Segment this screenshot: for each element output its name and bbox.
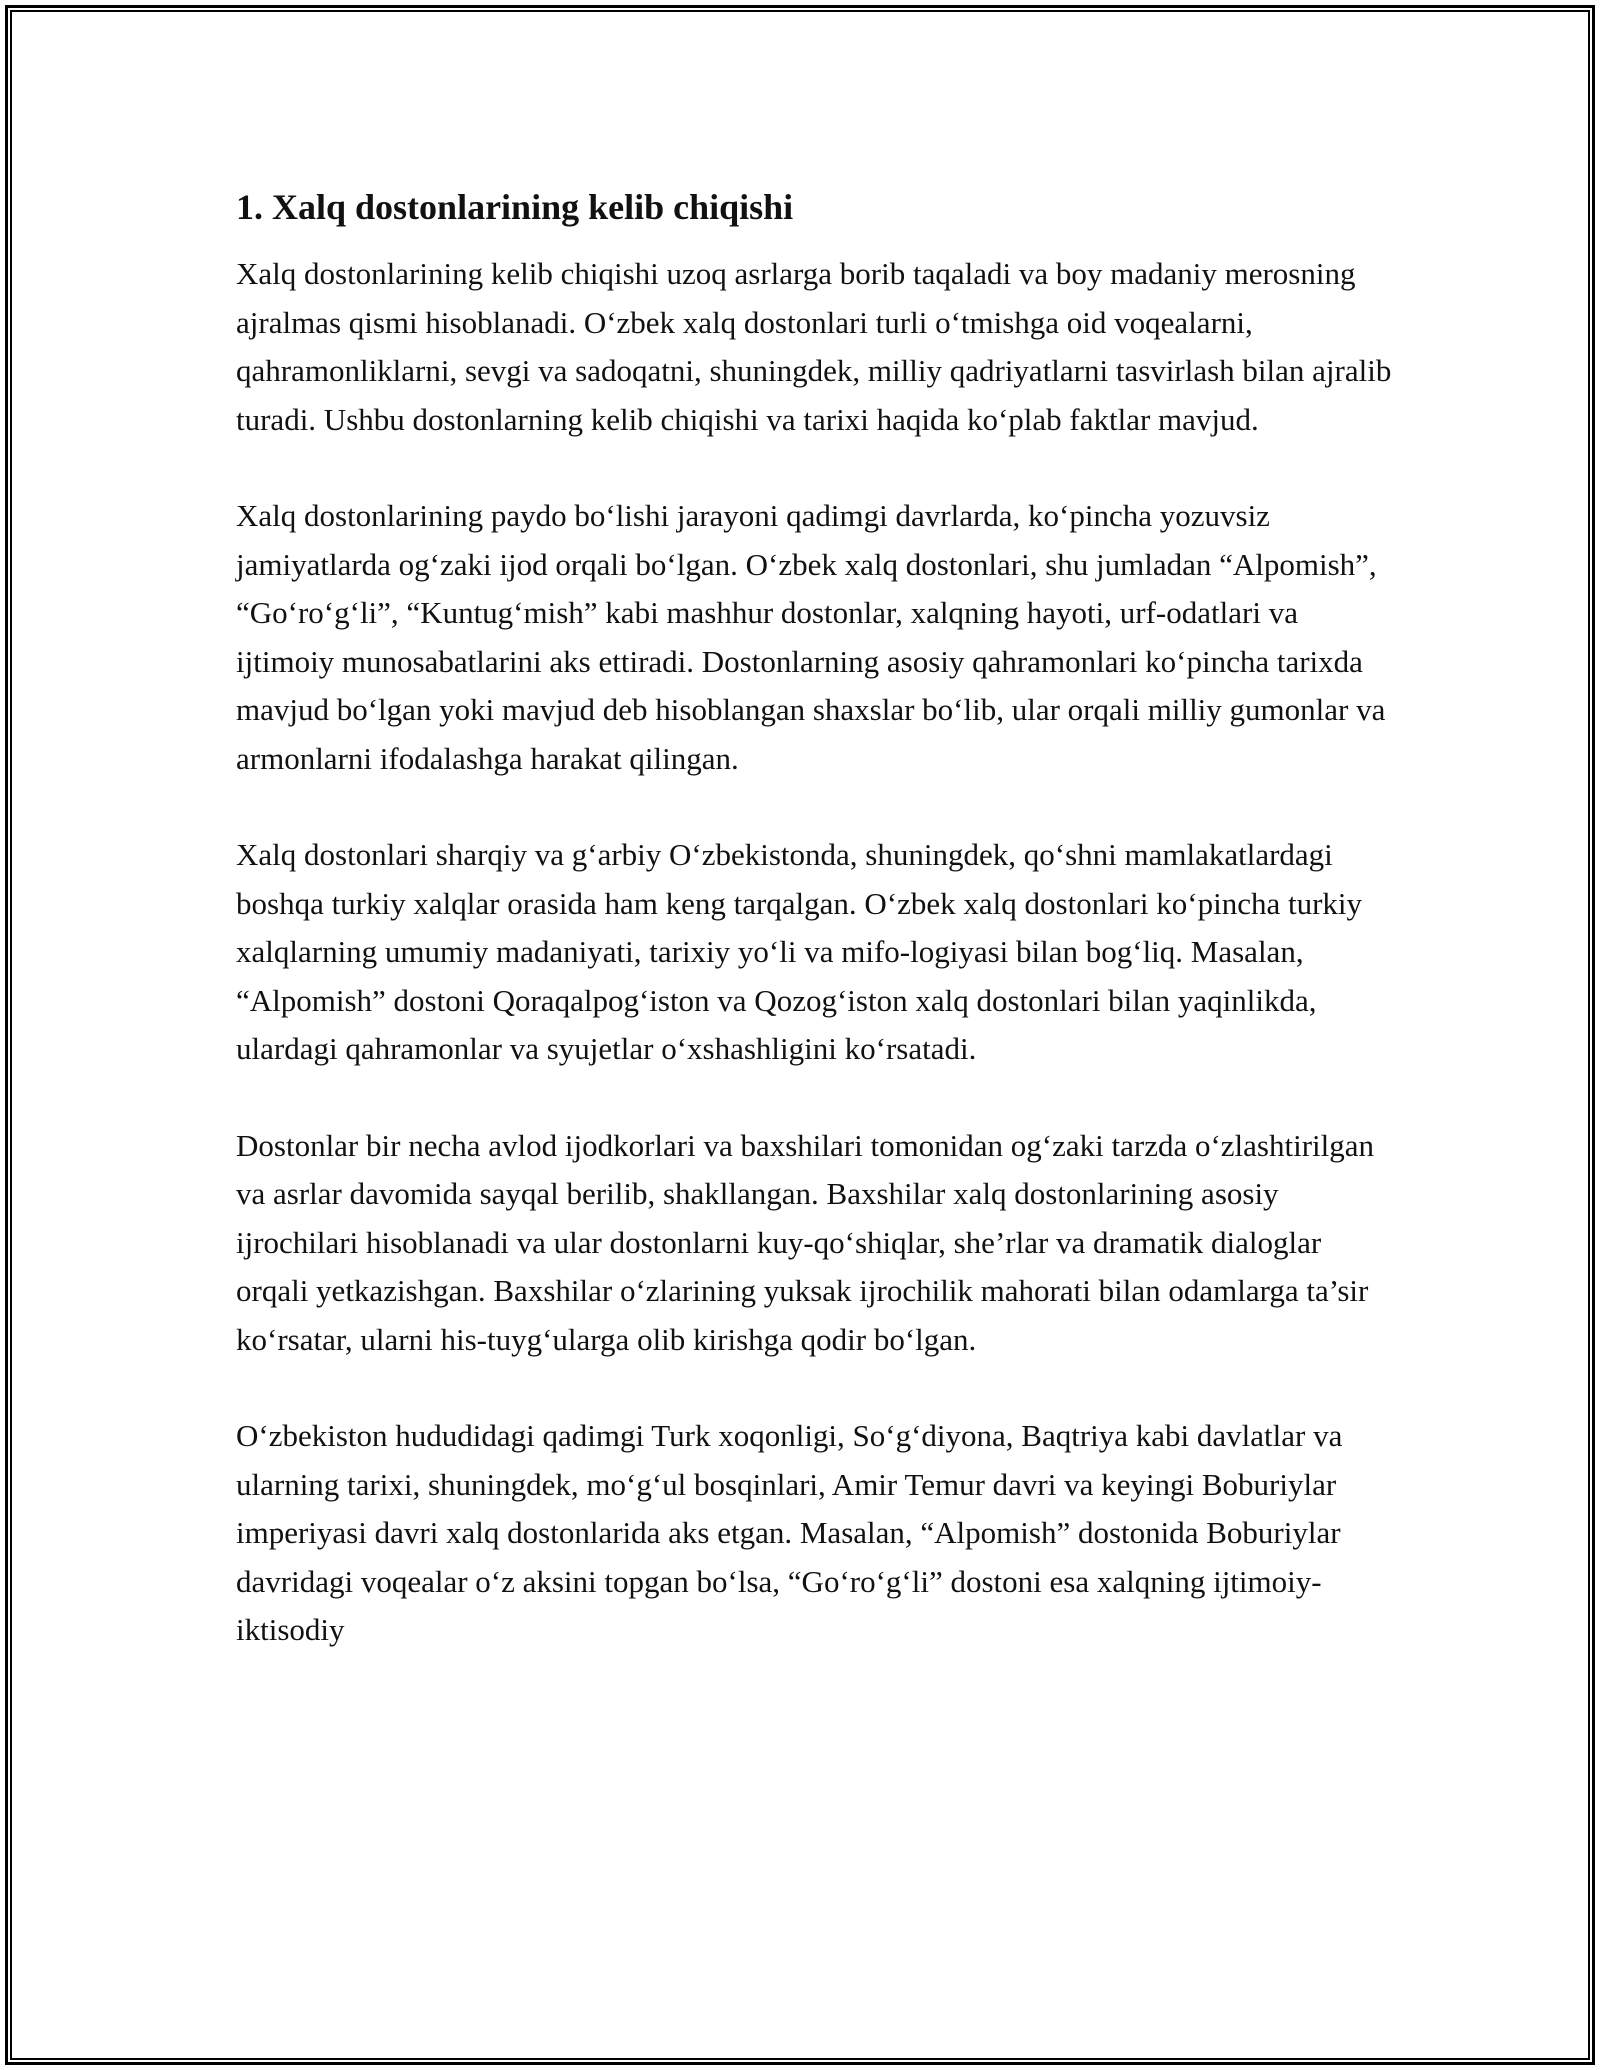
paragraph-2: Xalq dostonlarining paydo bo‘lishi jarayoni qadimgi davrlarda, ko‘pincha yozuvsiz jamiyatlarda og‘zaki ijod orqali bo‘lgan. O‘zbek xalq dostonlari, shu jumladan “Alpomish”, “Go‘ro‘g‘li”, “Kuntug‘mish” kabi mashhur dostonlar, xalqning hayoti, urf-odatlari va ijtimoiy munosabatlarini aks ettiradi. Dostonlarning asosiy qahramonlari ko‘pincha tarixda mavjud bo‘lgan yoki mavjud deb hisoblangan shaxslar bo‘lib, ular orqali milliy gumonlar va armonlarni ifodalashga harakat qilingan.	[236, 498, 1386, 776]
paragraph-4: Dostonlar bir necha avlod ijodkorlari va baxshilari tomonidan og‘zaki tarzda o‘zlashtirilgan va asrlar davomida sayqal berilib, shakllangan. Baxshilar xalq dostonlarining asosiy ijrochilari hisoblanadi va ular dostonlarni kuy-qo‘shiqlar, she’rlar va dramatik dialoglar orqali yetkazishgan. Baxshilar o‘zlarining yuksak ijrochilik mahorati bilan odamlarga ta’sir ko‘rsatar, ularni his-tuyg‘ularga olib kirishga qodir bo‘lgan.	[236, 1127, 1375, 1357]
document-body	[236, 184, 1396, 1703]
paragraph-1: Xalq dostonlarining kelib chiqishi uzoq asrlarga borib taqaladi va boy madaniy merosning ajralmas qismi hisoblanadi. O‘zbek xalq dostonlari turli o‘tmishga oid voqealarni, qahramonliklarni, sevgi va sadoqatni, shuningdek, milliy qadriyatlarni tasvirlash bilan ajralib turadi. Ushbu dostonlarning kelib chiqishi va tarixi haqida ko‘plab faktlar mavjud.	[236, 256, 1392, 437]
section-heading: 1. Xalq dostonlarining kelib chiqishi	[236, 187, 794, 227]
paragraph-5: O‘zbekiston hududidagi qadimgi Turk xoqonligi, So‘g‘diyona, Baqtriya kabi davlatlar va ularning tarixi, shuningdek, mo‘g‘ul bosqinlari, Amir Temur davri va keyingi Boburiylar imperiyasi davri xalq dostonlarida aks etgan. Masalan, “Alpomish” dostonida Boburiylar davridagi voqealar o‘z aksini topgan bo‘lsa, “Go‘ro‘g‘li” dostoni esa xalqning ijtimoiy-iktisodiy	[236, 1418, 1343, 1647]
paragraph-3: Xalq dostonlari sharqiy va g‘arbiy O‘zbekistonda, shuningdek, qo‘shni mamlakatlardagi boshqa turkiy xalqlar orasida ham keng tarqalgan. O‘zbek xalq dostonlari ko‘pincha turkiy xalqlarning umumiy madaniyati, tarixiy yo‘li va mifo-logiyasi bilan bog‘liq. Masalan, “Alpomish” dostoni Qoraqalpog‘iston va Qozog‘iston xalq dostonlari bilan yaqinlikda, ulardagi qahramonlar va syujetlar o‘xshashligini ko‘rsatadi.	[236, 837, 1363, 1066]
